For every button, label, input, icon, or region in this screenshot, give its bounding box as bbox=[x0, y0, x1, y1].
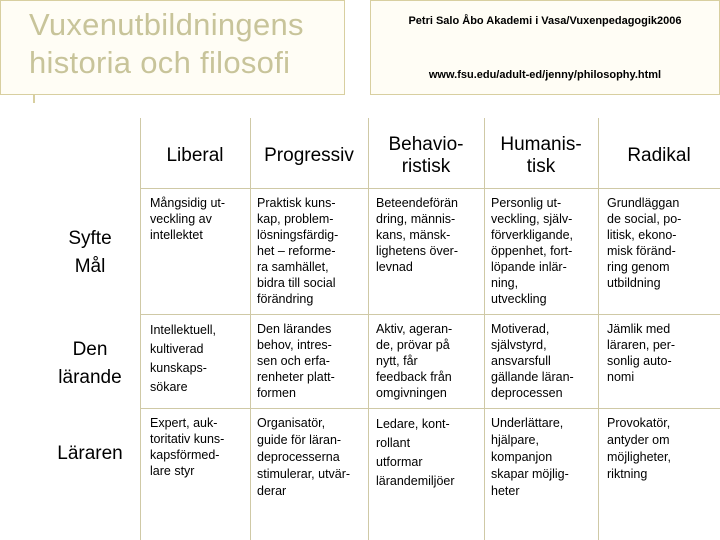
grid-divider bbox=[140, 314, 720, 315]
page-title-line-1: Vuxenutbildningens bbox=[29, 7, 304, 42]
cell-lagande-behavioristisk: Aktiv, ageran- de, prövar på nytt, får feedback från omgivningen bbox=[376, 322, 453, 400]
cell-syfte-progressiv: Praktisk kuns- kap, problem- lösningsfärdig- het – reforme- ra samhället, bidra till social förändring bbox=[257, 196, 339, 306]
title-divider bbox=[33, 95, 35, 103]
page-title-line-2: historia och filosofi bbox=[29, 45, 291, 80]
cell-syfte-radikal: Grundläggan de social, po- litisk, ekono- misk föränd- ring genom utbildning bbox=[607, 196, 682, 290]
source-url[interactable]: www.fsu.edu/adult-ed/jenny/philosophy.html bbox=[428, 69, 662, 81]
cell-syfte-liberal: Mångsidig ut- veckling av intellektet bbox=[150, 196, 226, 242]
column-header-behavioristisk: Behavio- ristisk bbox=[388, 134, 464, 177]
cell-lagande-liberal: Intellektuell, kultiverad kunskaps- sökare bbox=[150, 323, 217, 394]
column-header-radikal: Radikal bbox=[627, 145, 691, 166]
cell-syfte-humanistisk: Personlig ut- veckling, själv- förverkligande, öppenhet, fort- löpande inlär- ning, utveckling bbox=[491, 196, 573, 306]
cell-lararen-progressiv: Organisatör, guide för läran- deprocesserna stimulerar, utvär- derar bbox=[257, 416, 351, 498]
cell-lagande-radikal: Jämlik med läraren, per- sonlig auto- nomi bbox=[607, 322, 676, 384]
grid-divider bbox=[140, 408, 720, 409]
column-header-progressiv: Progressiv bbox=[264, 145, 354, 166]
row-header-syfte: Syfte Mål bbox=[68, 228, 112, 277]
cell-lararen-radikal: Provokatör, antyder om möjligheter, riktning bbox=[607, 416, 671, 481]
meta-box bbox=[370, 0, 720, 95]
title-box bbox=[0, 0, 345, 95]
author-line: Petri Salo Åbo Akademi i Vasa/Vuxenpedagogik2006 bbox=[408, 15, 682, 27]
cell-lararen-humanistisk: Underlättare, hjälpare, kompanjon skapar möjlig- heter bbox=[491, 416, 569, 498]
grid-divider bbox=[140, 188, 720, 189]
cell-syfte-behavioristisk: Beteendeförän dring, männis- kans, mänsk- lighetens över- levnad bbox=[376, 196, 459, 274]
row-header-lagande: Den lärande bbox=[58, 339, 122, 388]
column-header-liberal: Liberal bbox=[166, 145, 224, 166]
cell-lararen-behavioristisk: Ledare, kont- rollant utformar lärandemiljöer bbox=[376, 417, 455, 488]
cell-lagande-humanistisk: Motiverad, självstyrd, ansvarsfull gällande läran- deprocessen bbox=[491, 322, 574, 400]
column-header-humanistisk: Humanis- tisk bbox=[500, 134, 582, 177]
cell-lagande-progressiv: Den lärandes behov, intres- sen och erfa- renheter platt- formen bbox=[257, 322, 335, 400]
cell-lararen-liberal: Expert, auk- toritativ kuns- kapsförmed- lare styr bbox=[150, 416, 225, 478]
row-header-lararen: Läraren bbox=[57, 443, 123, 464]
